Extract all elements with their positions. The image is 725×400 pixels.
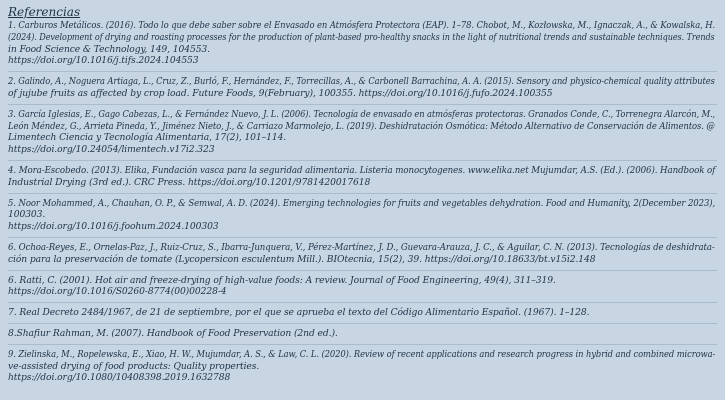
reference-item xyxy=(8,109,717,161)
reference-line: https://doi.org/10.24054/limentech.v17i2.323 xyxy=(8,144,215,156)
reference-line: https://doi.org/10.1016/S0260-8774(00)00228-4 xyxy=(8,286,227,298)
reference-item xyxy=(8,242,717,271)
reference-item xyxy=(8,20,717,72)
reference-line: Industrial Drying (3rd ed.). CRC Press. https://doi.org/10.1201/9781420017618 xyxy=(8,176,371,188)
reference-line: Limentech Ciencia y Tecnología Alimentaria, 17(2), 101–114. xyxy=(8,132,287,144)
reference-line: 5. Noor Mohammed, A., Chauhan, O. P., & Semwal, A. D. (2024). Emerging technologies for fruits and vegetables dehydration. Food and Humanity, 2(December 2023), xyxy=(8,197,716,209)
reference-line: https://doi.org/10.1016/j.foohum.2024.100303 xyxy=(8,221,219,233)
reference-line: León Méndez, G., Arrieta Pineda, Y., Jiménez Nieto, J., & Carriazo Marmolejo, L. (2019). Deshidratación Osmótica: Método Alternativo de Conservación de Alimentos. @ xyxy=(8,120,715,132)
reference-line: https://doi.org/10.1016/j.tifs.2024.104553 xyxy=(8,55,199,67)
reference-line: 6. Ratti, C. (2001). Hot air and freeze-drying of high-value foods: A review. Journal of Food Engineering, 49(4), 311–319. xyxy=(8,274,556,286)
reference-line: 8.Shafiur Rahman, M. (2007). Handbook of Food Preservation (2nd ed.). xyxy=(8,327,338,339)
reference-line: 9. Zielinska, M., Ropelewska, E., Xiao, H. W., Mujumdar, A. S., & Law, C. L. (2020). Review of recent applications and research progress in hybrid and combined microwa- xyxy=(8,348,716,360)
reference-item xyxy=(8,275,717,304)
reference-line: 2. Galindo, A., Noguera Artiaga, L., Cruz, Z., Burló, F., Hernández, F., Torrecillas, A., & Carbonell Barrachina, A. A. (2015). Sensory and physico-chemical quality attributes xyxy=(8,76,715,88)
references-heading: Referencias xyxy=(8,5,81,19)
reference-line: 100303. xyxy=(8,209,46,221)
reference-line: ve-assisted drying of food products: Quality properties. xyxy=(8,360,260,372)
reference-line: (2024). Development of drying and roasting processes for the production of plant-based pro-healthy snacks in the light of nutritional trends and sustainable techniques. Trends xyxy=(8,31,715,43)
reference-line: 3. García Iglesias, E., Gago Cabezas, L., & Fernández Nuevo, J. L. (2006). Tecnología de envasado en atmósferas protectoras. Granados Conde, C., Torrenegra Alarcón, M., xyxy=(8,108,716,120)
reference-line: ción para la preservación de tomate (Lycopersicon esculentum Mill.). BIOtecnia, 15(2), 39. https://doi.org/10.18633/bt.v15i2.148 xyxy=(8,253,596,265)
reference-item xyxy=(8,349,717,388)
reference-item xyxy=(8,76,717,105)
reference-line: 4. Mora-Escobedo. (2013). Elika, Fundación vasca para la seguridad alimentaria. Listeria monocytogenes. www.elika.net Mujumdar, A.S. (Ed.). (2006). Handbook of xyxy=(8,164,716,176)
reference-line: 6. Ochoa-Reyes, E., Ornelas-Paz, J., Ruiz-Cruz, S., Ibarra-Junquera, V., Pérez-Martínez, J. D., Guevara-Arauza, J. C., & Aguilar, C. N. (2013). Tecnologías de deshidrata- xyxy=(8,241,715,253)
references-list xyxy=(8,20,717,388)
reference-line: of jujube fruits as affected by crop load. Future Foods, 9(February), 100355. https://doi.org/10.1016/j.fufo.2024.100355 xyxy=(8,87,553,99)
reference-line: 1. Carburos Metálicos. (2016). Todo lo que debe saber sobre el Envasado en Atmósfera Protectora (EAP). 1–78. Chobot, M., Kozłowska, M., Ignaczak, A., & Kowalska, H. xyxy=(8,20,716,31)
reference-line: https://doi.org/10.1080/10408398.2019.1632788 xyxy=(8,372,231,384)
reference-item xyxy=(8,198,717,238)
reference-item xyxy=(8,328,717,345)
reference-line: in Food Science & Technology, 149, 104553. xyxy=(8,43,210,55)
reference-line: 7. Real Decreto 2484/1967, de 21 de septiembre, por el que se aprueba el texto del Código Alimentario Español. (1967). 1–128. xyxy=(8,307,590,319)
reference-item xyxy=(8,165,717,194)
reference-item xyxy=(8,307,717,324)
